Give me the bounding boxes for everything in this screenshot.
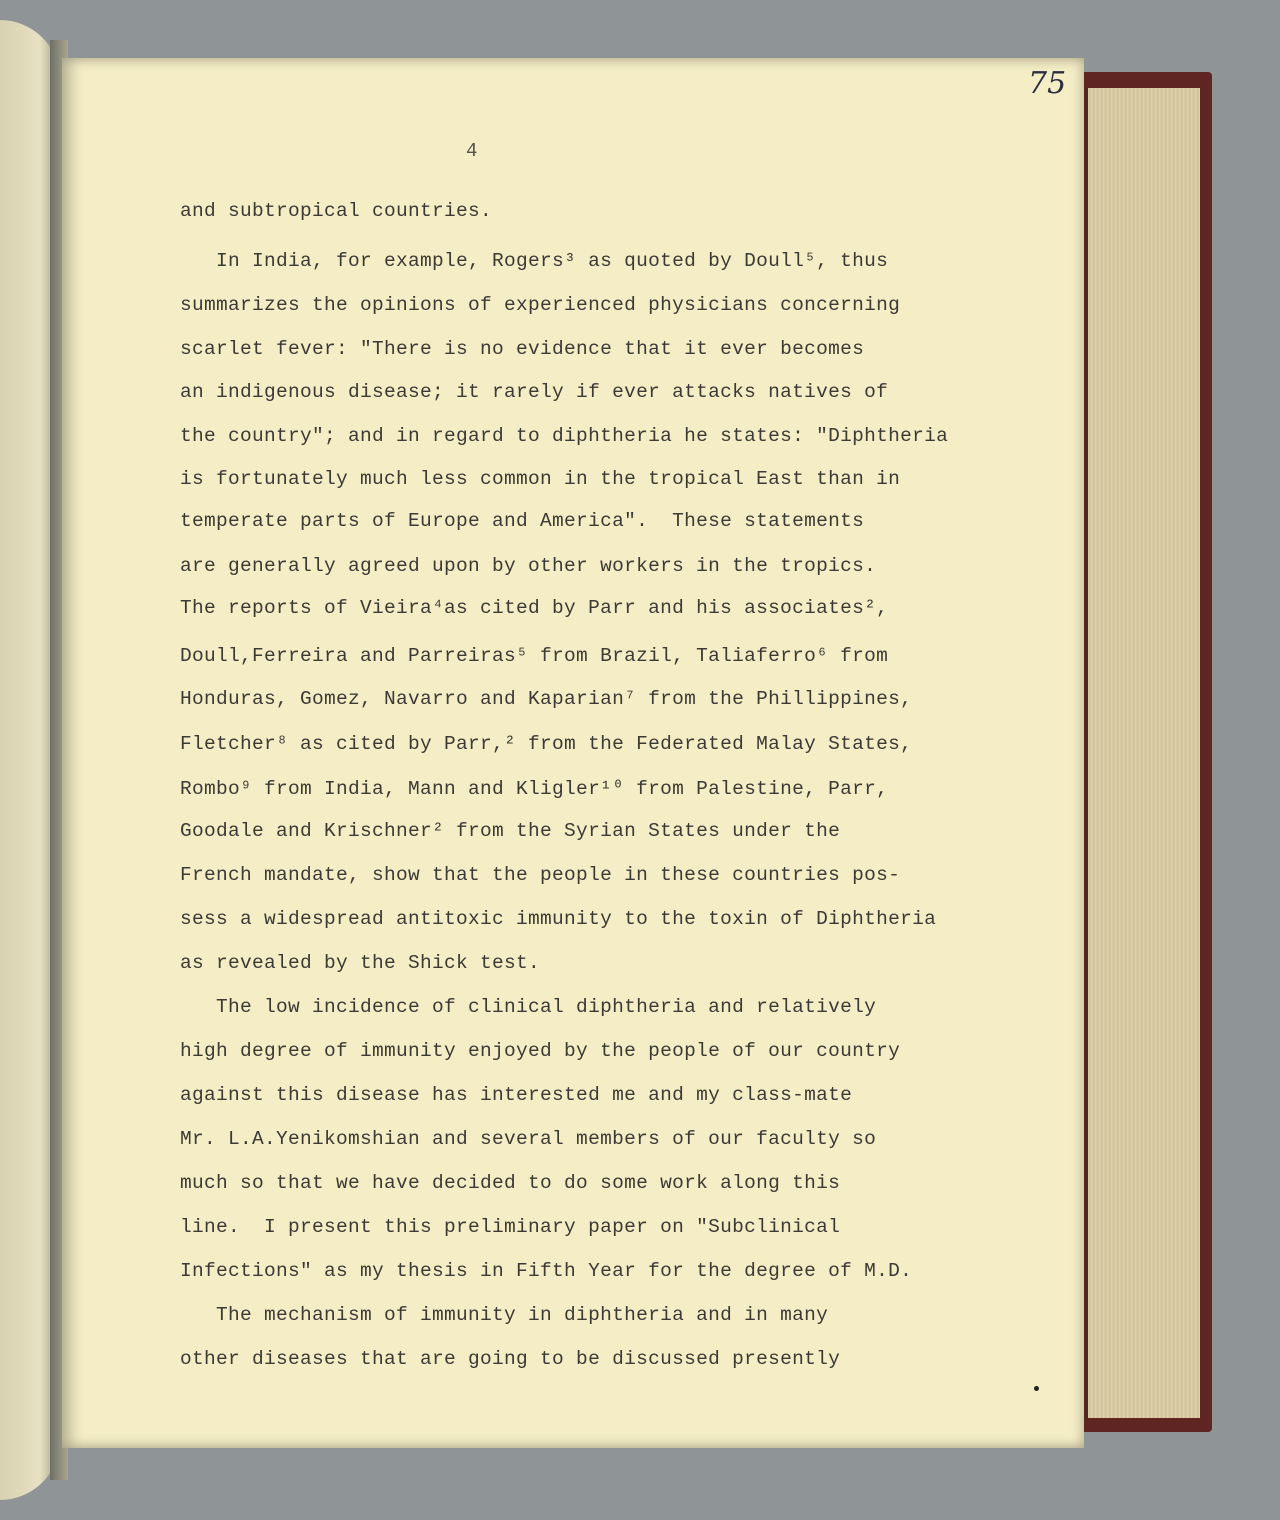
text-line: Infections" as my thesis in Fifth Year for the degree of M.D. bbox=[180, 1260, 913, 1282]
text-line: Mr. L.A.Yenikomshian and several members of our faculty so bbox=[180, 1128, 877, 1150]
text-line: line. I present this preliminary paper on "Subclinical bbox=[180, 1216, 841, 1238]
folio-number: 75 bbox=[1028, 66, 1067, 101]
text-line: sess a widespread antitoxic immunity to the toxin of Diphtheria bbox=[180, 908, 937, 930]
page-edges bbox=[1085, 88, 1200, 1418]
text-line: The low incidence of clinical diphtheria and relatively bbox=[180, 996, 877, 1018]
text-line: are generally agreed upon by other workers in the tropics. bbox=[180, 555, 877, 577]
text-line: Goodale and Krischner² from the Syrian States under the bbox=[180, 820, 841, 842]
text-line: scarlet fever: "There is no evidence that it ever becomes bbox=[180, 338, 865, 360]
text-line: an indigenous disease; it rarely if ever attacks natives of bbox=[180, 381, 889, 403]
text-line: as revealed by the Shick test. bbox=[180, 952, 541, 974]
page-number: 4 bbox=[466, 140, 478, 162]
text-line: other diseases that are going to be discussed presently bbox=[180, 1348, 841, 1370]
text-line: Rombo⁹ from India, Mann and Kligler¹⁰ from Palestine, Parr, bbox=[180, 778, 889, 800]
text-line: much so that we have decided to do some work along this bbox=[180, 1172, 841, 1194]
text-line: The mechanism of immunity in diphtheria and in many bbox=[180, 1304, 829, 1326]
text-line: and subtropical countries. bbox=[180, 200, 493, 222]
text-line: summarizes the opinions of experienced physicians concerning bbox=[180, 294, 901, 316]
text-line: French mandate, show that the people in these countries pos- bbox=[180, 864, 901, 886]
text-line: the country"; and in regard to diphtheria he states: "Diphtheria bbox=[180, 425, 949, 447]
ink-dot bbox=[1034, 1386, 1039, 1391]
text-line: The reports of Vieira⁴as cited by Parr and his associates², bbox=[180, 597, 889, 619]
text-line: temperate parts of Europe and America". These statements bbox=[180, 510, 865, 532]
text-line: In India, for example, Rogers³ as quoted by Doull⁵, thus bbox=[180, 250, 889, 272]
text-line: Honduras, Gomez, Navarro and Kaparian⁷ from the Phillippines, bbox=[180, 688, 913, 710]
text-line: is fortunately much less common in the tropical East than in bbox=[180, 468, 901, 490]
text-line: Doull,Ferreira and Parreiras⁵ from Brazil, Taliaferro⁶ from bbox=[180, 645, 889, 667]
text-line: against this disease has interested me and my class-mate bbox=[180, 1084, 853, 1106]
text-line: high degree of immunity enjoyed by the people of our country bbox=[180, 1040, 901, 1062]
text-line: Fletcher⁸ as cited by Parr,² from the Federated Malay States, bbox=[180, 733, 913, 755]
